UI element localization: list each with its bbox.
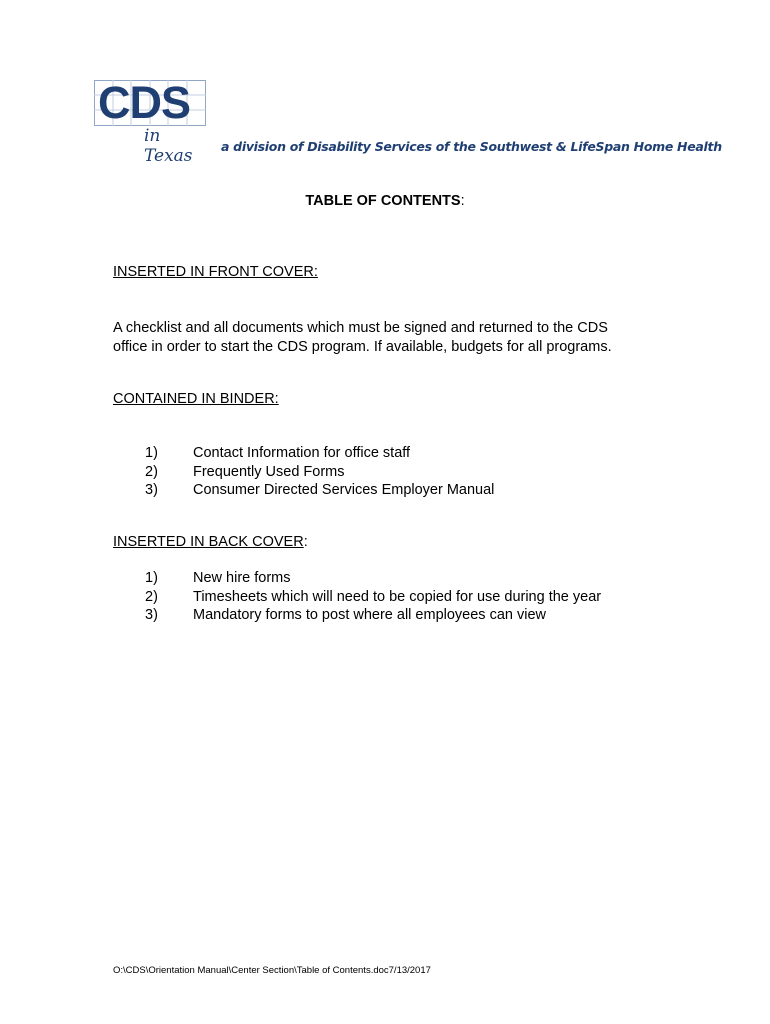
front-cover-heading: INSERTED IN FRONT COVER: (113, 264, 318, 280)
list-item (145, 569, 601, 588)
logo-wordmark: CDS (98, 77, 191, 128)
list-item (145, 463, 494, 482)
front-cover-description (113, 319, 673, 357)
list-item (145, 606, 601, 625)
list-item-number: 3) (145, 607, 158, 623)
list-item-text: Consumer Directed Services Employer Manual (193, 482, 495, 498)
page-title (0, 193, 770, 209)
title-text: TABLE OF CONTENTS (305, 193, 461, 209)
list-item-text: Mandatory forms to post where all employees can view (193, 607, 546, 623)
back-cover-heading (113, 534, 308, 550)
list-item-number: 2) (145, 588, 158, 605)
list-item-text: Contact Information for office staff (193, 445, 411, 461)
back-cover-heading-colon: : (303, 534, 308, 550)
list-item-text: Timesheets which will need to be copied for use during the year (193, 588, 602, 605)
front-cover-text-line1: A checklist and all documents which must be signed and returned to the CDS (113, 320, 608, 336)
list-item-text: New hire forms (193, 570, 291, 586)
binder-list (145, 444, 494, 500)
list-item-number: 2) (145, 463, 158, 480)
list-item-text: Frequently Used Forms (193, 463, 345, 480)
footer-file-path: O:\CDS\Orientation Manual\Center Section\Table of Contents.doc7/13/2017 (113, 965, 431, 976)
list-item (145, 588, 601, 607)
binder-heading: CONTAINED IN BINDER: (113, 391, 279, 407)
list-item (145, 481, 494, 500)
list-item-number: 1) (145, 570, 158, 586)
logo-subtext: in Texas (144, 126, 193, 166)
back-cover-list (145, 569, 601, 625)
header-tagline: a division of Disability Services of the Southwest & LifeSpan Home Health (221, 139, 722, 154)
list-item-number: 3) (145, 482, 158, 498)
front-cover-text-line2: office in order to start the CDS program. If available, budgets for all programs. (113, 339, 612, 355)
cds-logo (94, 77, 214, 166)
title-colon: : (460, 193, 465, 209)
back-cover-heading-text: INSERTED IN BACK COVER (113, 534, 304, 550)
list-item (145, 444, 494, 463)
list-item-number: 1) (145, 445, 158, 461)
